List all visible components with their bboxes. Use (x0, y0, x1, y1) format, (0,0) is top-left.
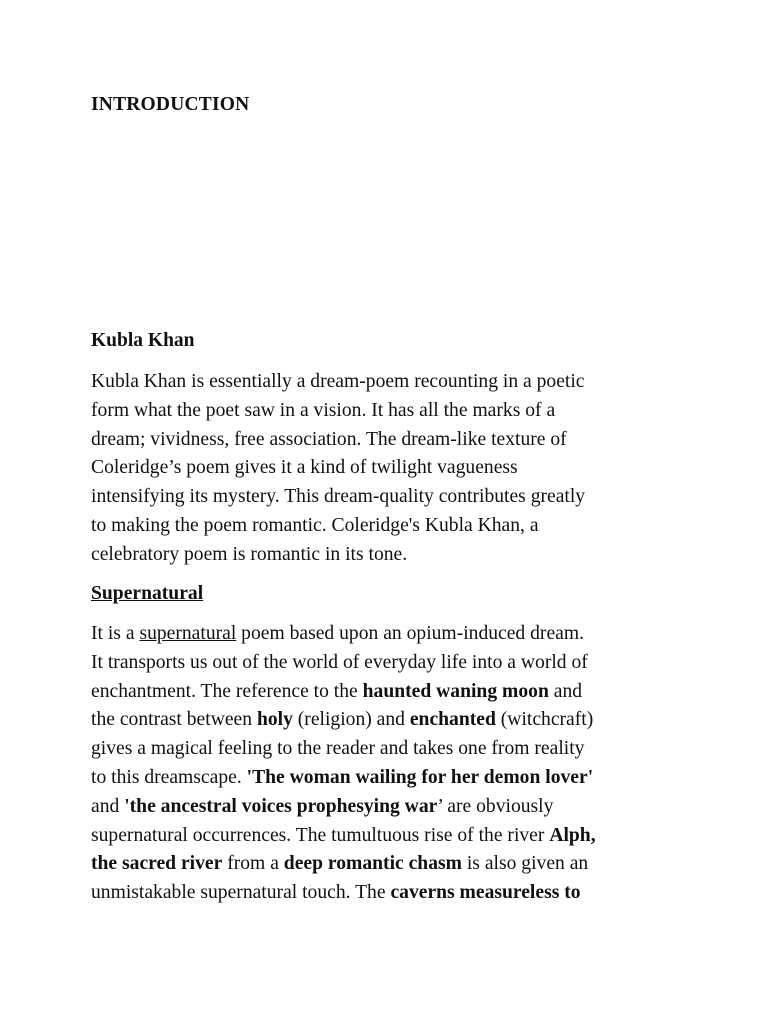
bold-phrase: enchanted (409, 709, 496, 731)
introduction-heading: INTRODUCTION (91, 94, 250, 115)
text-run: unmistakable supernatural touch. The (91, 882, 391, 904)
text-run: supernatural occurrences. The tumultuous rise of the river (91, 824, 550, 846)
text-run: (witchcraft) (495, 709, 594, 731)
text-run: the contrast between (91, 709, 257, 731)
paragraph-line (91, 879, 691, 908)
text-run: (religion) and (292, 709, 410, 731)
text-run: enchantment. The reference to the (91, 680, 363, 702)
text-run: and (91, 795, 125, 817)
subheading-supernatural: Supernatural (91, 583, 204, 604)
paragraph-line (91, 822, 691, 851)
paragraph-line: form what the poet saw in a vision. It has all the marks of a (91, 399, 556, 421)
paragraph-line: Kubla Khan is essentially a dream-poem recounting in a poetic (91, 371, 585, 392)
paragraph-line: It transports us out of the world of everyday life into a world of (91, 651, 588, 673)
text-run: and (548, 680, 583, 702)
paragraph-line (91, 678, 691, 707)
paragraph-line (91, 764, 691, 793)
bold-phrase: 'The woman wailing for her demon lover' (246, 766, 594, 788)
paragraph-line: to making the poem romantic. Coleridge's Kubla Khan, a (91, 514, 539, 536)
paragraph-kubla-khan-intro (91, 368, 691, 570)
paragraph-line (91, 620, 691, 649)
bold-phrase: Alph, (549, 824, 596, 846)
underlined-term: supernatural (139, 623, 237, 644)
paragraph-line: intensifying its mystery. This dream-quality contributes greatly (91, 486, 586, 508)
paragraph-supernatural (91, 620, 691, 908)
text-run: ’ are obviously (437, 795, 554, 817)
bold-phrase: holy (256, 709, 293, 731)
bold-phrase: deep romantic chasm (283, 853, 462, 875)
paragraph-line (91, 793, 691, 822)
text-run: from a (222, 853, 284, 875)
text-run: It is a (91, 623, 140, 644)
section-title-kubla-khan: Kubla Khan (91, 330, 195, 351)
text-run: is also given an (461, 853, 589, 875)
text-run: poem based upon an opium-induced dream. (236, 623, 584, 644)
paragraph-line: dream; vividness, free association. The dream-like texture of (91, 428, 567, 450)
paragraph-line (91, 706, 691, 735)
paragraph-line: celebratory poem is romantic in its tone. (91, 543, 408, 565)
paragraph-line: Coleridge’s poem gives it a kind of twilight vagueness (91, 457, 518, 479)
text-run: to this dreamscape. (91, 766, 247, 788)
bold-phrase: 'the ancestral voices prophesying war (124, 795, 438, 817)
bold-phrase: the sacred river (91, 853, 223, 875)
bold-phrase: caverns measureless to (390, 882, 581, 904)
bold-phrase: haunted waning moon (362, 680, 549, 702)
paragraph-line (91, 850, 691, 879)
paragraph-line: gives a magical feeling to the reader and takes one from reality (91, 738, 585, 760)
